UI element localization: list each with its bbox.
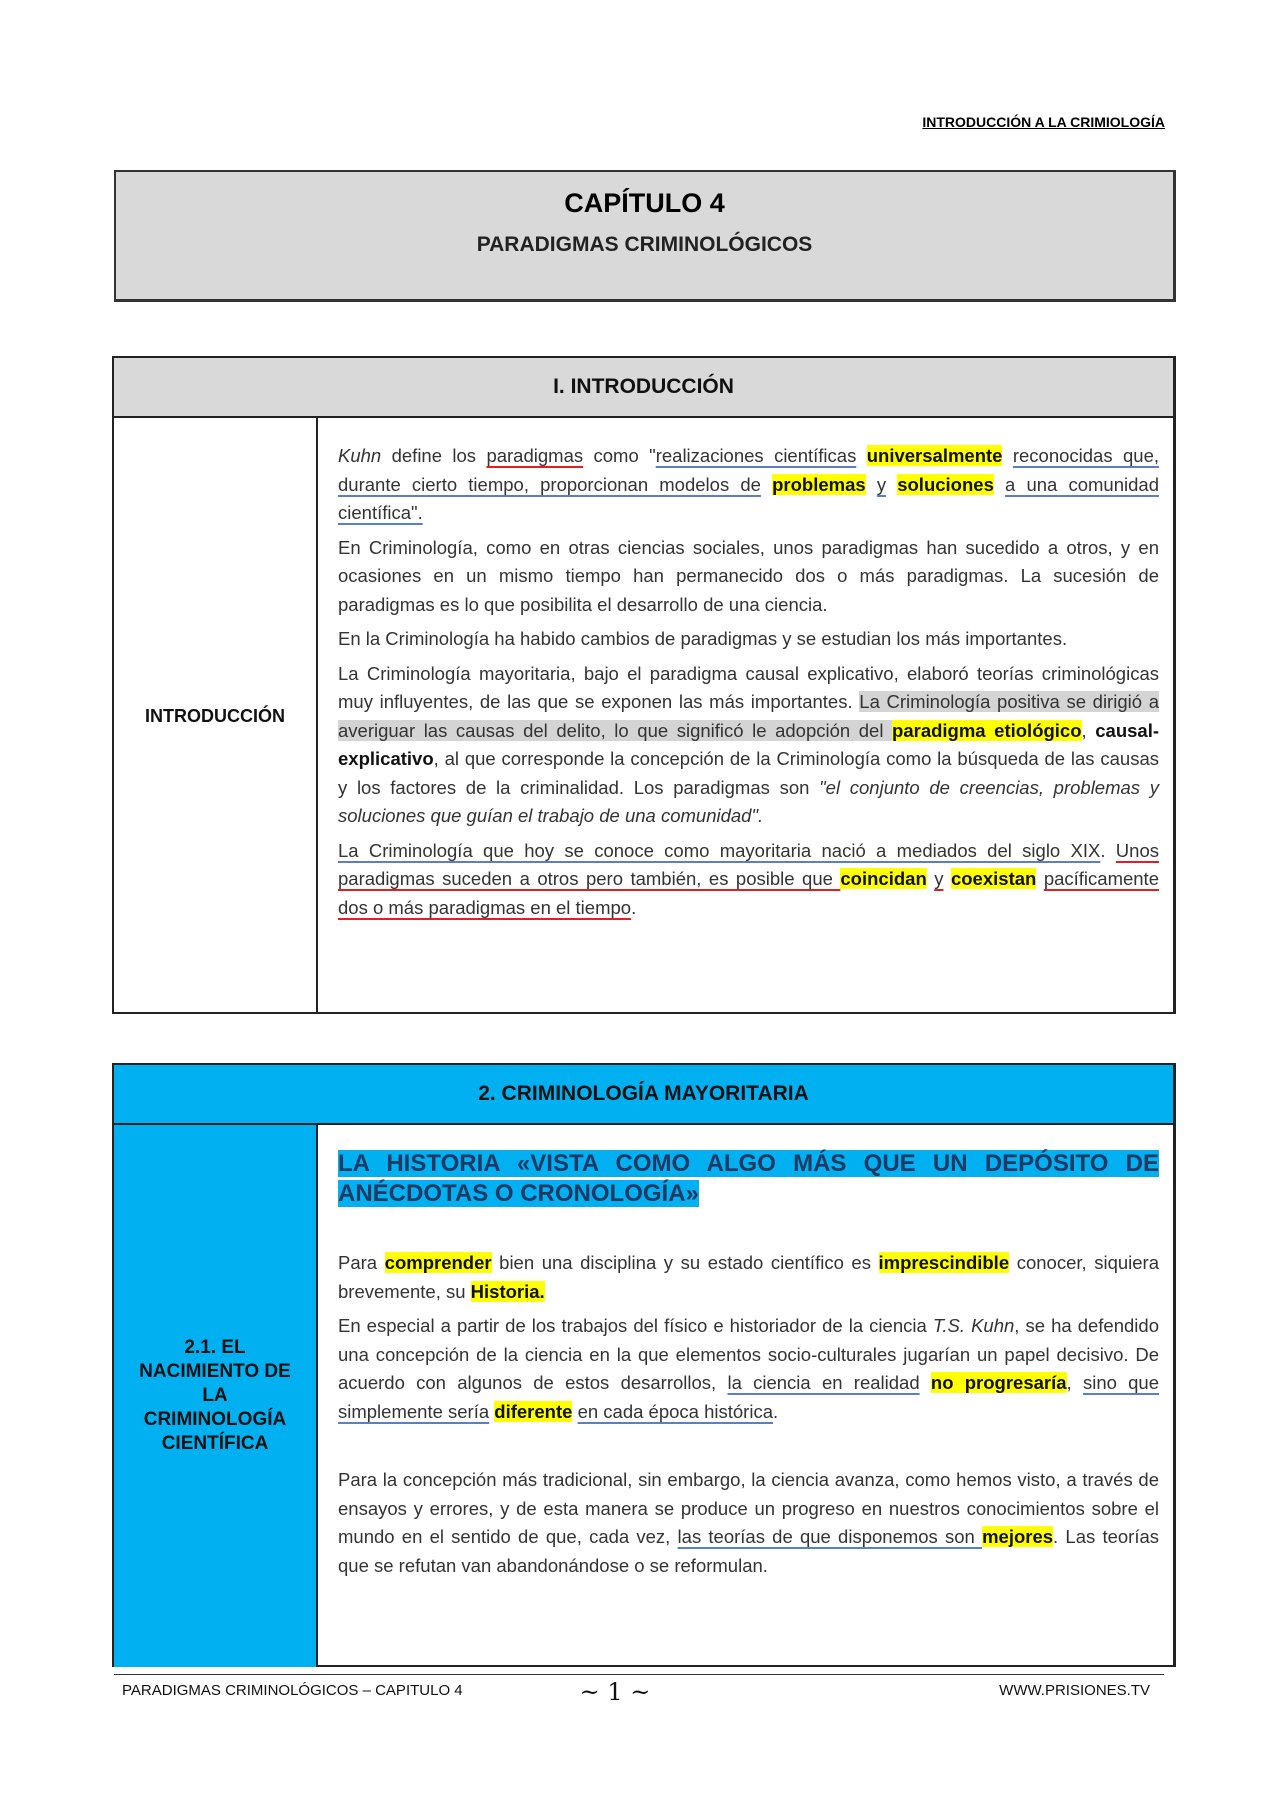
text-run: . Las teorías que se refutan van abandonándose o se reformulan. [338,1526,1159,1576]
side-label-line: CIENTÍFICA [161,1433,269,1454]
text-run [943,868,950,889]
section-content [318,1125,1173,1667]
text-run: , [1066,1372,1083,1393]
chapter-title-box [114,170,1176,302]
paragraph [338,1466,1159,1580]
section-side-label: INTRODUCCIÓN [114,418,318,1014]
highlighted-text: universalmente [866,445,1003,466]
side-label-line: NACIMIENTO DE [139,1361,291,1382]
text-run: . [1100,839,1116,861]
page-number: ~ 1 ~ [579,1678,651,1706]
chapter-title: CAPÍTULO 4 [564,188,725,218]
text-run: Para la concepción más tradicional, sin embargo, la ciencia avanza, como hemos visto, a través de ensayos y errores, y de esta manera se produce un progreso en nuestros conocimientos sobre el mundo en el sentido de que, cada vez, [338,1469,1159,1547]
highlighted-text: coexistan [950,868,1037,889]
underlined-text: La Criminología que hoy se conoce como mayoritaria nació a mediados del siglo XIX [338,839,1101,861]
text-run: Para [338,1252,385,1273]
section-body [114,1125,1173,1667]
text-run [866,474,877,495]
chapter-subtitle: PARADIGMAS CRIMINOLÓGICOS [476,233,813,256]
underlined-text: a una comunidad científica". [338,473,1159,523]
footer-divider [114,1674,1164,1675]
running-header: INTRODUCCIÓN A LA CRIMIOLOGÍA [922,114,1165,130]
highlighted-text: no progresaría [930,1372,1067,1393]
underlined-text: sino que simplemente sería [338,1372,1160,1422]
paragraph: En la Criminología ha habido cambios de paradigmas y se estudian los más importantes. [338,628,1068,649]
highlighted-text: paradigma etiológico [892,719,1082,741]
underlined-text: las teorías de que disponemos son [677,1526,983,1547]
paragraph: En Criminología, como en otras ciencias sociales, unos paradigmas han sucedido a otros, y en ocasiones en un mismo tiempo han permanecido dos o más paradigmas. La sucesión de paradigmas es lo que posibilita el desarrollo de una ciencia. [338,536,1159,615]
text-run [856,445,866,466]
text-run: , [1081,719,1096,741]
underlined-text: y [934,868,944,889]
author-name: Kuhn [338,445,382,466]
author-name: T.S. Kuhn [932,1315,1015,1336]
text-run [994,474,1005,495]
underlined-text: Unos paradigmas suceden a otros pero también, es posible que [338,839,1159,889]
text-run: como " [583,445,656,466]
quote-text: "el conjunto de creencias, problemas y soluciones que guían el trabajo de una comunidad". [338,776,1159,826]
highlighted-text: imprescindible [878,1252,1010,1273]
subsection-heading [338,1149,1159,1209]
footer-website: WWW.PRISIONES.TV [999,1682,1150,1699]
bold-text: causal-explicativo [338,719,1160,769]
text-run: , al que corresponde la concepción de la Criminología como la búsqueda de las causas y los factores de la criminalidad. Los paradigmas son [338,748,1159,798]
section-introduccion [112,356,1176,1014]
footer-chapter: PARADIGMAS CRIMINOLÓGICOS – CAPITULO 4 [122,1682,463,1699]
text-run: , se ha defendido una concepción de la ciencia en la que elementos socio-culturales jugarían un papel decisivo. De acuerdo con algunos de estos desarrollos, [338,1315,1159,1393]
text-run [761,474,772,495]
highlighted-text: soluciones [897,473,994,495]
underlined-text: y [876,473,887,495]
paragraph [338,442,1159,528]
highlighted-text: coincidan [840,868,927,889]
shaded-text: La Criminología positiva se dirigió a averiguar las causas del delito, lo que significó le adopción del [338,691,1159,741]
text-run: bien una disciplina y su estado científico es [491,1252,879,1273]
section-heading: 2. CRIMINOLOGÍA MAYORITARIA [114,1065,1173,1125]
text-run [1002,445,1012,466]
paragraph [338,837,1159,923]
section-criminologia-mayoritaria [112,1063,1176,1667]
side-label-line: CRIMINOLOGÍA [143,1409,287,1430]
highlighted-text: mejores [982,1526,1054,1547]
paragraph [338,1312,1159,1426]
underlined-text: en cada época histórica [577,1400,773,1422]
paragraph [338,660,1159,831]
text-run: En especial a partir de los trabajos del físico e historiador de la ciencia [338,1315,933,1336]
text-run [920,1372,931,1393]
highlighted-text: comprender [384,1252,492,1273]
paragraph [338,1249,1159,1306]
text-run [886,474,897,495]
text-run: conocer, siquiera brevemente, su [338,1252,1159,1302]
underlined-text: reconocidas que, durante cierto tiempo, proporcionan modelos de [338,445,1159,495]
underlined-text: pacíficamente dos o más paradigmas en el tiempo [338,868,1159,918]
underlined-text: paradigmas [486,445,584,466]
highlighted-text: problemas [772,473,866,495]
text-run: define los [381,445,487,466]
heading-text: LA HISTORIA «VISTA COMO ALGO MÁS QUE UN DEPÓSITO DE ANÉCDOTAS O CRONOLOGÍA» [338,1150,1159,1207]
section-heading: I. INTRODUCCIÓN [114,358,1173,418]
side-label-line: 2.1. EL [184,1337,246,1358]
highlighted-text: Historia. [470,1280,545,1302]
side-label-line: LA [202,1385,228,1406]
text-run [1036,868,1043,889]
text-run: . [772,1400,779,1422]
text-run: La Criminología mayoritaria, bajo el paradigma causal explicativo, elaboró teorías criminológicas muy influyentes, de las que se exponen las más importantes. [338,662,1159,712]
section-content [318,418,1173,1014]
section-side-label [114,1125,318,1667]
underlined-text: realizaciones científicas [655,445,857,466]
underlined-text: la ciencia en realidad [727,1372,920,1393]
highlighted-text: diferente [494,1400,573,1422]
section-body [114,418,1173,1014]
text-run: . [631,896,637,918]
